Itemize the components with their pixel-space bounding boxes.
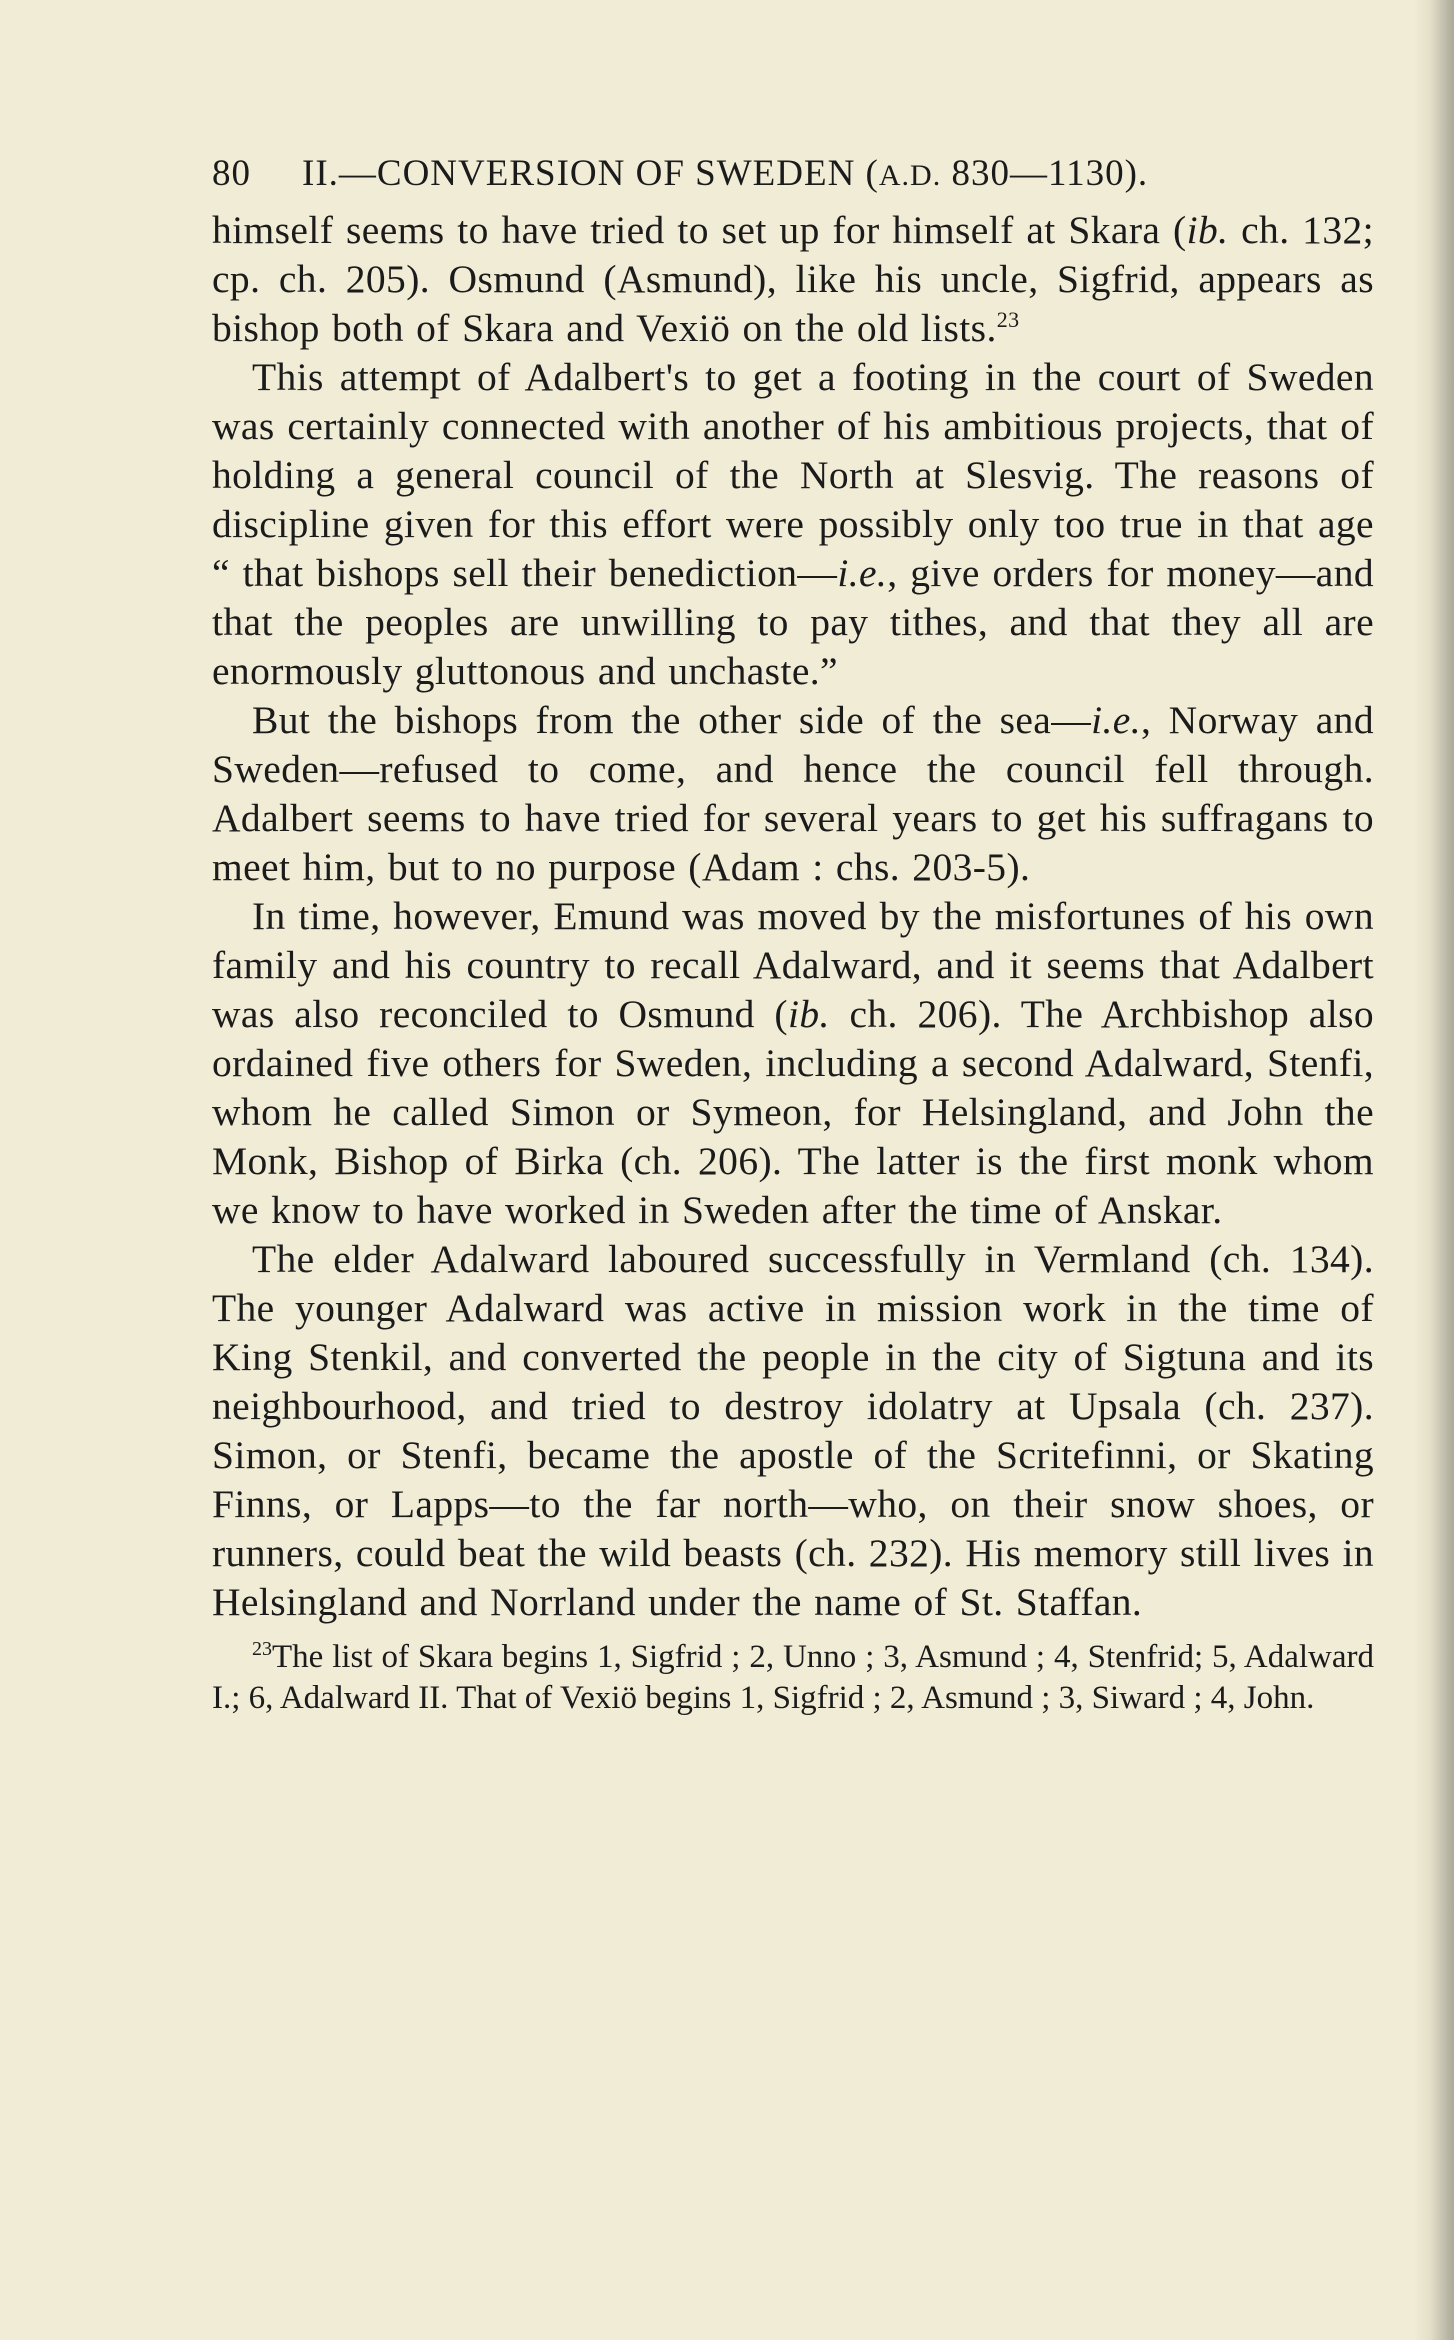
paragraph-3 [212,696,1374,892]
paragraph-3-text-a: But the bishops from the other side of the sea— [252,698,1092,742]
running-head [212,150,1374,200]
paragraph-1-text-a: himself seems to have tried to set up for himself at Skara ( [212,208,1187,252]
body-text [212,206,1374,1627]
paragraph-4-italic: ib. [788,992,830,1036]
chapter-date-era: A.D. [878,159,942,192]
book-page [212,150,1374,1719]
paragraph-2 [212,353,1374,696]
page-edge-shadow [1414,0,1454,2340]
paragraph-4-text-b: ch. 206). The Archbishop also ordained five others for Sweden, including a second Adalward, Stenfi, whom he called Simon or Symeon, for Helsingland, and John the Monk, Bishop of Birka (ch. 206). The latter is the first monk whom we know to have worked in Sweden after the time of Anskar. [212,992,1374,1232]
footnote-text: The list of Skara begins 1, Sigfrid ; 2, Unno ; 3, Asmund ; 4, Stenfrid; 5, Adalward I.; 6, Adalward II. That of Vexiö begins 1, Sigfrid ; 2, Asmund ; 3, Siward ; 4, John. [212,1639,1374,1716]
paragraph-2-text-b: , give orders for money—and that the peoples are unwilling to pay tithes, and that they all are enormously gluttonous and unchaste.” [212,551,1374,693]
page-number: 80 [212,153,251,194]
paragraph-5-text: The elder Adalward laboured successfully in Vermland (ch. 134). The younger Adalward was active in mission work in the time of King Stenkil, and converted the people in the city of Sigtuna and its neighbourhood, and tried to destroy idolatry at Upsala (ch. 237). Simon, or Stenfi, became the apostle of the Scritefinni, or Skating Finns, or Lapps—to the far north—who, on their snow shoes, or runners, could beat the wild beasts (ch. 232). His memory still lives in Helsingland and Norrland under the name of St. Staffan. [212,1237,1374,1624]
paragraph-3-italic: i.e. [1091,698,1141,742]
paragraph-1 [212,206,1374,353]
paragraph-4-text-a: In time, however, Emund was moved by the misfortunes of his own family and his country to recall Adalward, and it seems that Adalbert was also reconciled to Osmund ( [212,894,1374,1036]
footnote-marker: 23 [252,1638,272,1660]
paragraph-2-text-a: This attempt of Adalbert's to get a footing in the court of Sweden was certainly connected with another of his ambitious projects, that of holding a general council of the North at Slesvig. The reasons of discipline given for this effort were possibly only too true in that age “ that bishops sell their benediction— [212,355,1374,595]
paragraph-5 [212,1235,1374,1627]
paragraph-1-italic: ib. [1186,208,1229,252]
paragraph-4 [212,892,1374,1235]
chapter-date-range: 830—1130). [941,153,1149,194]
paragraph-1-text-b: ch. 132; cp. ch. 205). Osmund (Asmund), like his uncle, Sigfrid, appears as bishop both of Skara and Vexiö on the old lists. [212,208,1374,350]
footnote-reference: 23 [996,306,1020,332]
chapter-title: II.—CONVERSION OF SWEDEN ( [302,153,879,194]
paragraph-2-italic: i.e. [837,551,888,595]
paragraph-3-text-b: , Norway and Sweden—refused to come, and hence the council fell through. Adalbert seems to have tried for several years to get his suffragans to meet him, but to no purpose (Adam : chs. 203-5). [212,698,1374,889]
footnote [212,1637,1374,1719]
